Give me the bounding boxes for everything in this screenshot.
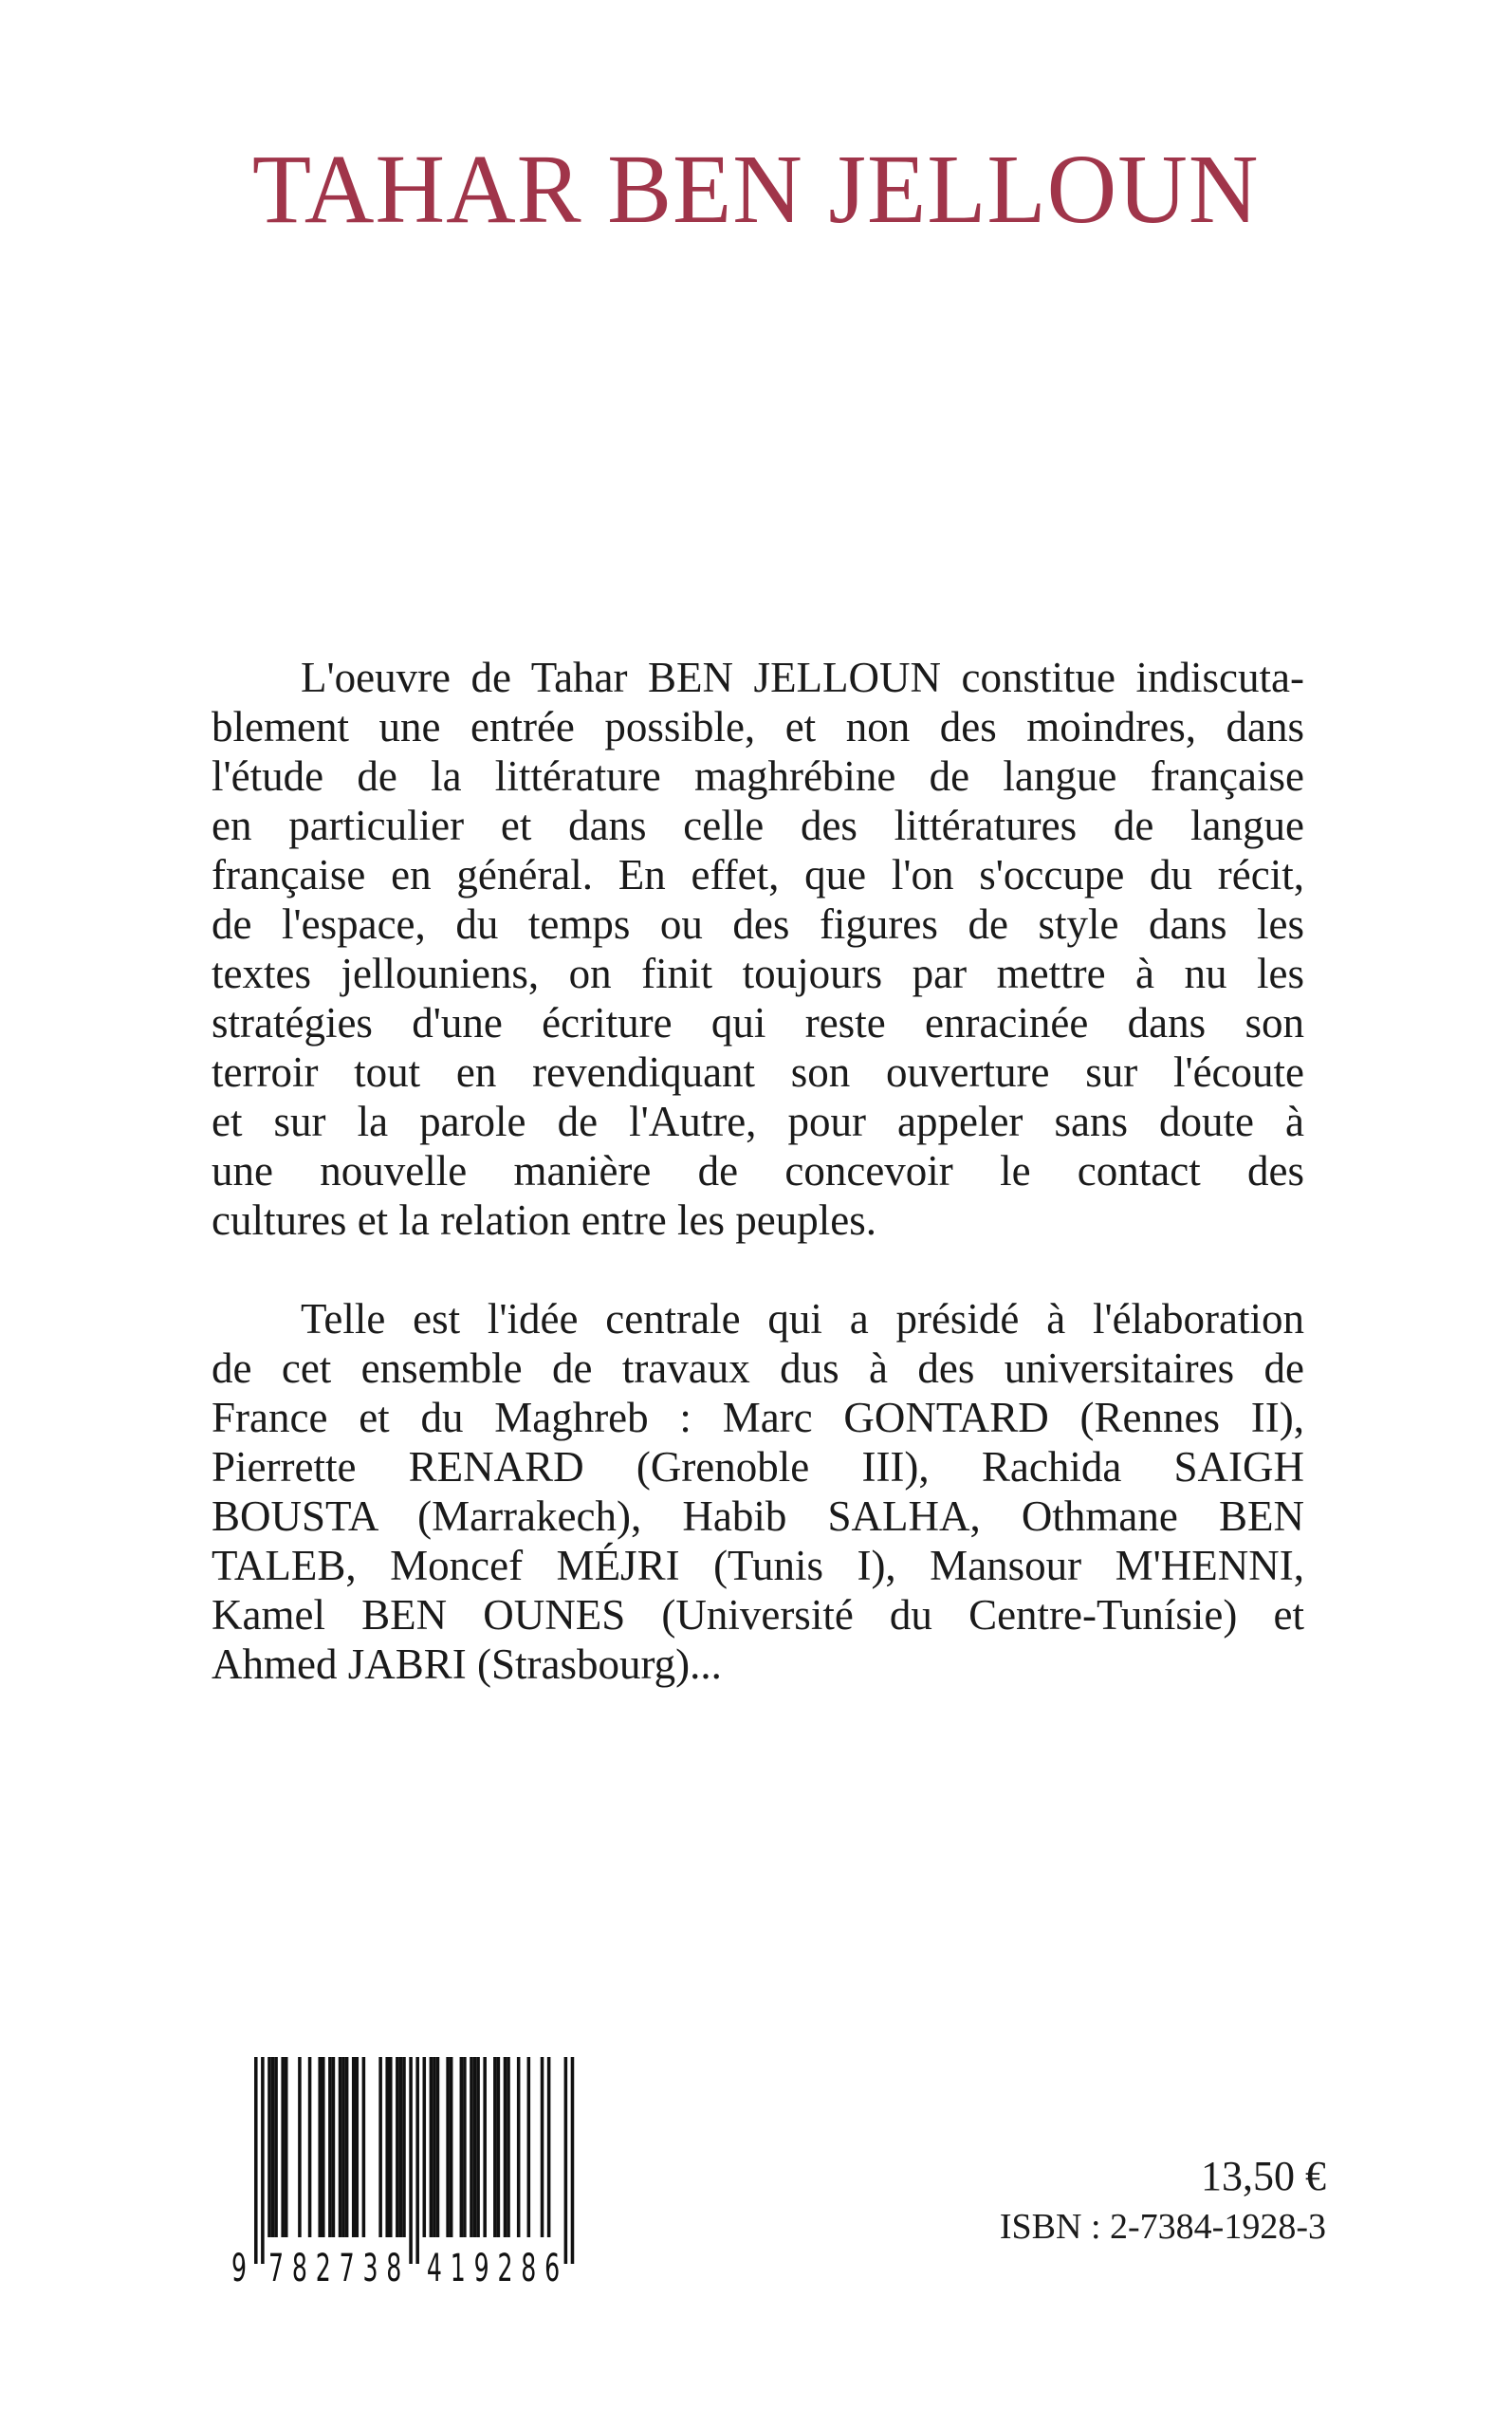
text-line: de cet ensemble de travaux dus à des universitaires de: [212, 1344, 1304, 1392]
barcode-bar: [409, 2057, 413, 2264]
barcode-bar: [274, 2057, 278, 2237]
barcode-digit: 1: [450, 2247, 466, 2289]
price: 13,50 €: [1201, 2153, 1326, 2199]
text-line: Telle est l'idée centrale qui a présidé à l'élaboration: [301, 1295, 1304, 1343]
text-line: Kamel BEN OUNES (Université du Centre-Tunísie) et: [212, 1591, 1304, 1639]
text-line: BOUSTA (Marrakech), Habib SALHA, Othmane BEN: [212, 1492, 1304, 1540]
text-line: une nouvelle manière de concevoir le contact des: [212, 1147, 1304, 1195]
text-line: cultures et la relation entre les peuples.: [212, 1196, 876, 1244]
barcode-digit: 8: [386, 2247, 402, 2289]
text-line: Pierrette RENARD (Grenoble III), Rachida SAIGH: [212, 1443, 1304, 1491]
barcode-bar: [504, 2057, 507, 2237]
barcode-bar: [463, 2057, 467, 2237]
barcode-bar: [356, 2057, 360, 2237]
barcode-bar: [254, 2057, 258, 2264]
barcode-digit: 8: [291, 2247, 307, 2289]
barcode-bar: [352, 2057, 356, 2237]
barcode-digit: 2: [497, 2247, 513, 2289]
barcode-bar: [571, 2057, 575, 2264]
barcode-digit: 7: [339, 2247, 355, 2289]
text-line: terroir tout en revendiquant son ouverture sur l'écoute: [212, 1048, 1304, 1096]
text-line: en particulier et dans celle des littératures de langue: [212, 802, 1304, 849]
barcode-bar: [261, 2057, 265, 2264]
text-line: et sur la parole de l'Autre, pour appeler sans doute à: [212, 1098, 1304, 1145]
barcode-bar: [446, 2057, 450, 2237]
barcode-bar: [473, 2057, 477, 2237]
barcode-bar: [430, 2057, 433, 2237]
barcode-bar: [389, 2057, 393, 2237]
isbn: ISBN : 2-7384-1928-3: [999, 2207, 1326, 2247]
barcode-bar: [483, 2057, 487, 2237]
text-line: L'oeuvre de Tahar BEN JELLOUN constitue indiscuta-: [301, 654, 1304, 701]
barcode-bar: [318, 2057, 322, 2237]
text-line: TALEB, Moncef MÉJRI (Tunis I), Mansour M'HENNI,: [212, 1542, 1304, 1589]
barcode-bar: [433, 2057, 436, 2237]
barcode-bar: [341, 2057, 345, 2237]
barcode-bar: [507, 2057, 510, 2237]
barcode-bar: [564, 2057, 568, 2264]
barcode-bar: [339, 2057, 342, 2237]
barcode-bar: [271, 2057, 275, 2237]
text-line: textes jellouniens, on finit toujours par mettre à nu les: [212, 950, 1304, 997]
barcode-bar: [476, 2057, 480, 2237]
barcode-bar: [281, 2057, 285, 2237]
barcode-digit: 8: [521, 2247, 537, 2289]
barcode-bar: [332, 2057, 336, 2237]
barcode-bar: [396, 2057, 399, 2237]
ean-barcode: [228, 2057, 588, 2294]
barcode-bar: [362, 2057, 366, 2237]
barcode-digit: 6: [544, 2247, 561, 2289]
barcode-bar: [402, 2057, 406, 2237]
back-cover-text: [212, 653, 1304, 1689]
barcode-bar: [470, 2057, 473, 2237]
barcode-bar: [385, 2057, 389, 2237]
text-line: française en général. En effet, que l'on s'occupe du récit,: [212, 851, 1304, 899]
barcode-bar: [328, 2057, 332, 2237]
barcode-bar: [423, 2057, 427, 2237]
text-line: stratégies d'une écriture qui reste enracinée dans son: [212, 999, 1304, 1047]
barcode-bar: [378, 2057, 382, 2237]
barcode-image: [228, 2057, 588, 2289]
barcode-bar: [547, 2057, 551, 2237]
author-title: [0, 133, 1512, 246]
barcode-bar: [493, 2057, 497, 2237]
barcode-bar: [450, 2057, 453, 2237]
barcode-bar: [345, 2057, 349, 2237]
barcode-bar: [415, 2057, 419, 2264]
barcode-bar: [298, 2057, 302, 2237]
barcode-digit: 2: [315, 2247, 331, 2289]
barcode-bar: [322, 2057, 325, 2237]
paragraph-1: [212, 653, 1304, 1245]
barcode-digit: 7: [268, 2247, 285, 2289]
barcode-bar: [541, 2057, 544, 2237]
barcode-digit: 4: [426, 2247, 442, 2289]
barcode-bar: [497, 2057, 501, 2237]
barcode-bar: [517, 2057, 521, 2237]
author-title-text: TAHAR BEN JELLOUN: [252, 135, 1260, 244]
barcode-bar: [436, 2057, 440, 2237]
barcode-bar: [460, 2057, 464, 2237]
barcode-bar: [527, 2057, 531, 2237]
text-line: blement une entrée possible, et non des moindres, dans: [212, 703, 1304, 750]
barcode-digit: 3: [362, 2247, 378, 2289]
barcode-digit: 9: [230, 2247, 248, 2289]
barcode-bar: [308, 2057, 312, 2237]
barcode-bar: [285, 2057, 288, 2237]
barcode-bar: [399, 2057, 403, 2237]
paragraph-2: [212, 1294, 1304, 1689]
text-line: l'étude de la littérature maghrébine de langue française: [212, 752, 1304, 800]
barcode-digit: 9: [473, 2247, 489, 2289]
barcode-bar: [267, 2057, 271, 2237]
text-line: de l'espace, du temps ou des figures de style dans les: [212, 900, 1304, 948]
text-line: France et du Maghreb : Marc GONTARD (Rennes II),: [212, 1394, 1304, 1441]
text-line: Ahmed JABRI (Strasbourg)...: [212, 1640, 722, 1688]
